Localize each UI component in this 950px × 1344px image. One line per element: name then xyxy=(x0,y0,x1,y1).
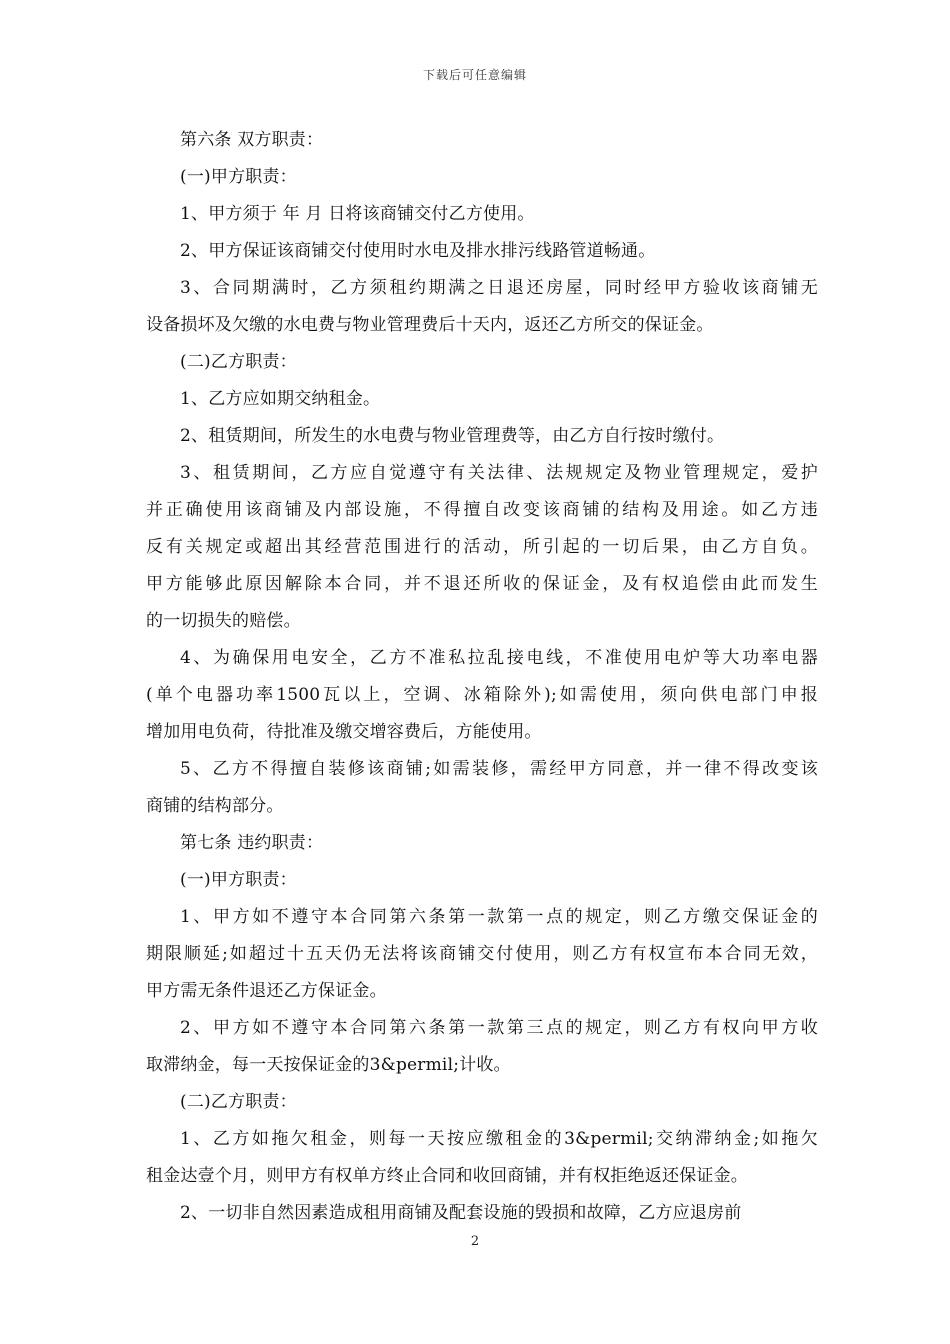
text-line: 期限顺延;如超过十五天仍无法将该商铺交付使用，则乙方有权宣布本合同无效， xyxy=(146,944,818,964)
page-number: 2 xyxy=(470,1234,480,1249)
paragraph xyxy=(146,455,818,640)
text-line: (二)乙方职责： xyxy=(180,1092,297,1112)
text-line: 1、乙方应如期交纳租金。 xyxy=(180,389,381,409)
paragraph xyxy=(146,122,818,159)
paragraph xyxy=(146,751,818,825)
document-body xyxy=(146,122,818,1232)
paragraph xyxy=(146,640,818,751)
text-line: (单个电器功率1500瓦以上，空调、冰箱除外);如需使用，须向供电部门申报 xyxy=(146,685,818,705)
paragraph xyxy=(146,1121,818,1195)
paragraph xyxy=(146,1195,818,1232)
paragraph xyxy=(146,825,818,862)
text-line: (一)甲方职责： xyxy=(180,870,297,890)
paragraph xyxy=(146,1084,818,1121)
text-line: 2、一切非自然因素造成租用商铺及配套设施的毁损和故障，乙方应退房前 xyxy=(180,1203,742,1223)
paragraph xyxy=(146,233,818,270)
text-line: 取滞纳金，每一天按保证金的3&permil;计收。 xyxy=(146,1055,511,1075)
text-line: (一)甲方职责： xyxy=(180,167,297,187)
text-line: 第七条 违约职责： xyxy=(180,833,324,853)
text-line: 3、合同期满时，乙方须租约期满之日退还房屋，同时经甲方验收该商铺无 xyxy=(180,278,818,298)
text-line: 甲方需无条件退还乙方保证金。 xyxy=(146,981,387,1001)
text-line: 1、甲方如不遵守本合同第六条第一款第一点的规定，则乙方缴交保证金的 xyxy=(180,907,818,927)
paragraph xyxy=(146,270,818,344)
text-line: 1、乙方如拖欠租金，则每一天按应缴租金的3&permil;交纳滞纳金;如拖欠 xyxy=(180,1129,818,1149)
text-line: 4、为确保用电安全，乙方不准私拉乱接电线，不准使用电炉等大功率电器 xyxy=(180,648,818,668)
text-line: 的一切损失的赔偿。 xyxy=(146,611,301,631)
paragraph xyxy=(146,1010,818,1084)
text-line: 1、甲方须于 年 月 日将该商铺交付乙方使用。 xyxy=(180,204,535,224)
text-line: 2、甲方保证该商铺交付使用时水电及排水排污线路管道畅通。 xyxy=(180,241,656,261)
text-line: 租金达壹个月，则甲方有权单方终止合同和收回商铺，并有权拒绝返还保证金。 xyxy=(146,1166,748,1186)
text-line: (二)乙方职责： xyxy=(180,352,297,372)
paragraph xyxy=(146,344,818,381)
text-line: 2、甲方如不遵守本合同第六条第一款第三点的规定，则乙方有权向甲方收 xyxy=(180,1018,818,1038)
text-line: 商铺的结构部分。 xyxy=(146,796,284,816)
text-line: 2、租赁期间，所发生的水电费与物业管理费等，由乙方自行按时缴付。 xyxy=(180,426,725,446)
text-line: 甲方能够此原因解除本合同，并不退还所收的保证金，及有权追偿由此而发生 xyxy=(146,574,818,594)
text-line: 第六条 双方职责： xyxy=(180,130,324,150)
paragraph xyxy=(146,862,818,899)
text-line: 增加用电负荷，待批准及缴交增容费后，方能使用。 xyxy=(146,722,542,742)
text-line: 3、租赁期间，乙方应自觉遵守有关法律、法规规定及物业管理规定，爱护 xyxy=(180,463,818,483)
paragraph xyxy=(146,899,818,1010)
text-line: 并正确使用该商铺及内部设施，不得擅自改变该商铺的结构及用途。如乙方违 xyxy=(146,500,818,520)
text-line: 反有关规定或超出其经营范围进行的活动，所引起的一切后果，由乙方自负。 xyxy=(146,537,818,557)
paragraph xyxy=(146,159,818,196)
text-line: 5、乙方不得擅自装修该商铺;如需装修，需经甲方同意，并一律不得改变该 xyxy=(180,759,818,779)
text-line: 设备损坏及欠缴的水电费与物业管理费后十天内，返还乙方所交的保证金。 xyxy=(146,315,714,335)
page-header: 下载后可任意编辑 xyxy=(422,68,527,82)
paragraph xyxy=(146,381,818,418)
paragraph xyxy=(146,418,818,455)
paragraph xyxy=(146,196,818,233)
